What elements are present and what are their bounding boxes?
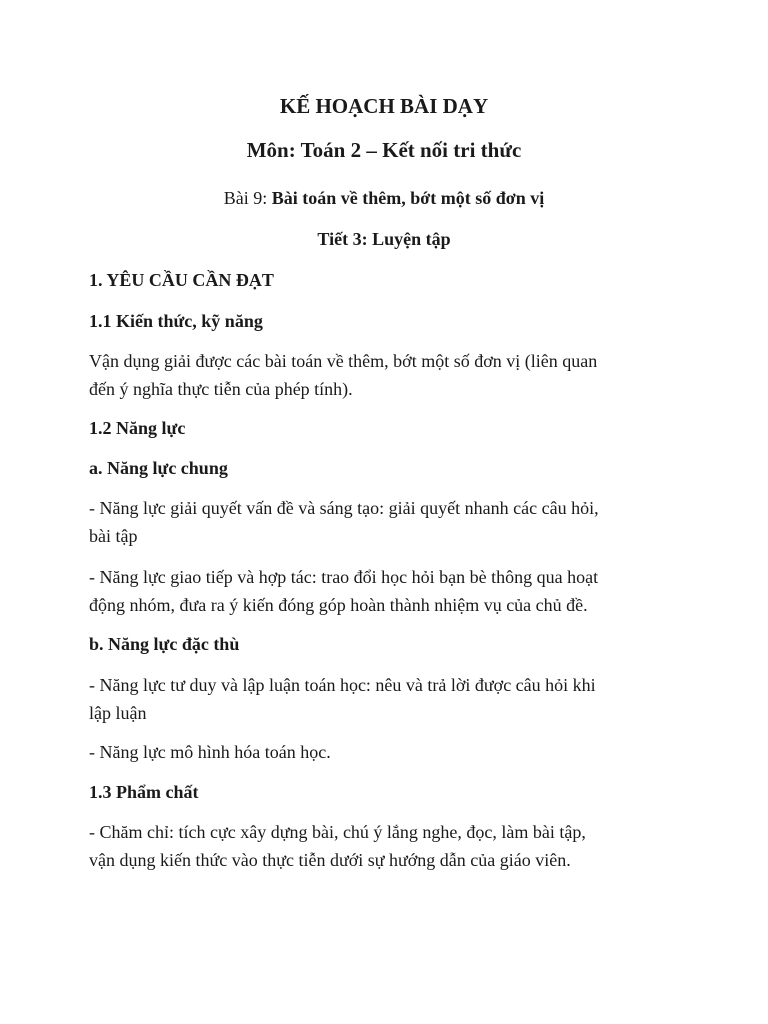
paragraph-line: bài tập — [89, 526, 138, 546]
paragraph-line: - Năng lực giải quyết vấn đề và sáng tạo: giải quyết nhanh các câu hỏi, — [89, 498, 599, 518]
subsection-a-item-1 — [89, 494, 689, 550]
section-1-heading: 1. YÊU CẦU CẦN ĐẠT — [89, 270, 274, 290]
section-1-1-heading: 1.1 Kiến thức, kỹ năng — [89, 311, 263, 331]
subsection-a-heading: a. Năng lực chung — [89, 458, 228, 478]
section-1-3-heading: 1.3 Phẩm chất — [89, 782, 199, 802]
paragraph-line: - Chăm chỉ: tích cực xây dựng bài, chú ý lắng nghe, đọc, làm bài tập, — [89, 822, 586, 842]
paragraph-line: - Năng lực mô hình hóa toán học. — [89, 742, 331, 762]
lesson-heading — [0, 188, 768, 209]
document-title: KẾ HOẠCH BÀI DẠY — [279, 94, 489, 118]
paragraph-line: - Năng lực giao tiếp và hợp tác: trao đổi học hỏi bạn bè thông qua hoạt — [89, 567, 599, 587]
paragraph-line: động nhóm, đưa ra ý kiến đóng góp hoàn thành nhiệm vụ của chủ đề. — [89, 595, 588, 615]
subsection-a-item-2 — [89, 563, 689, 619]
paragraph-line: đến ý nghĩa thực tiễn của phép tính). — [89, 379, 353, 399]
period-heading: Tiết 3: Luyện tập — [317, 229, 451, 249]
subject-heading: Môn: Toán 2 – Kết nối tri thức — [246, 138, 522, 162]
subsection-b-item-1 — [89, 671, 689, 727]
subsection-b-item-2 — [89, 738, 689, 766]
subsection-b-heading: b. Năng lực đặc thù — [89, 634, 240, 654]
paragraph-line: lập luận — [89, 703, 147, 723]
lesson-name: Bài toán về thêm, bớt một số đơn vị — [271, 188, 545, 208]
paragraph-line: vận dụng kiến thức vào thực tiễn dưới sự hướng dẫn của giáo viên. — [89, 850, 571, 870]
paragraph-line: Vận dụng giải được các bài toán về thêm, bớt một số đơn vị (liên quan — [89, 351, 598, 371]
section-1-1-paragraph — [89, 347, 689, 403]
lesson-prefix: Bài 9: — [223, 188, 272, 208]
section-1-3-paragraph — [89, 818, 689, 874]
paragraph-line: - Năng lực tư duy và lập luận toán học: nêu và trả lời được câu hỏi khi — [89, 675, 596, 695]
section-1-2-heading: 1.2 Năng lực — [89, 418, 186, 438]
